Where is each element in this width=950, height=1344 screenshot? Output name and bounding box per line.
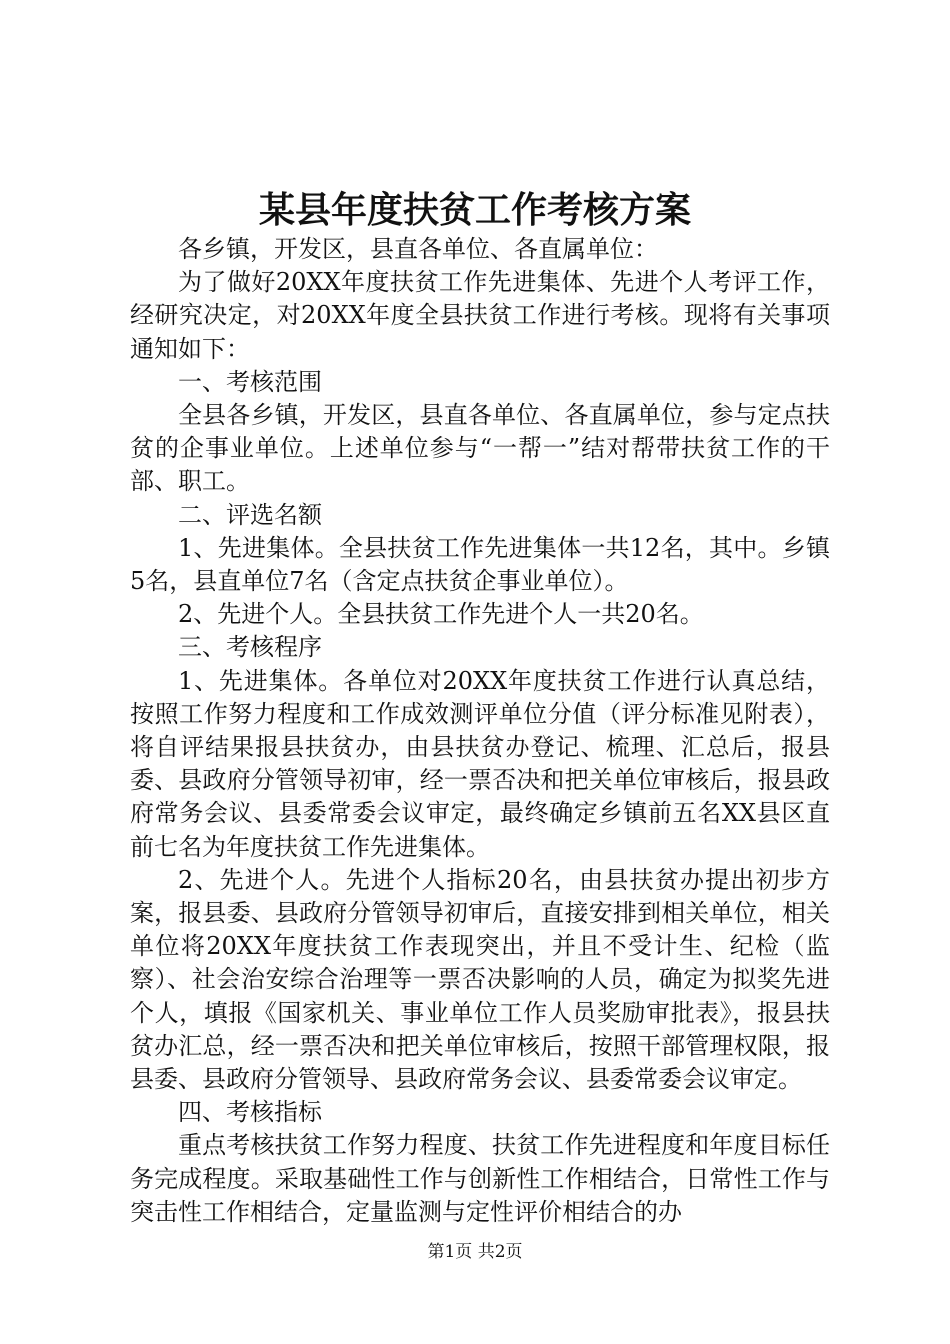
section-heading-indicators: 四、考核指标 [178,1098,322,1127]
page-number-footer: 第1页 共2页 [427,1242,523,1262]
procedure-collective-paragraph: 1、先进集体。各单位对20XX年度扶贫工作进行认真总结，按照工作努力程度和工作成效测评单位分值（评分标准见附表），将自评结果报县扶贫办，由县扶贫办登记、梳理、汇总后，报县委、县政府分管领导初审，经一票否决和把关单位审核后，报县政府常务会议、县委常委会议审定，最终确定乡镇前五名XX县区直前七名为年度扶贫工作先进集体。 [130,666,830,861]
quota-collective-paragraph: 1、先进集体。全县扶贫工作先进集体一共12名，其中。乡镇5名，县直单位7名（含定点扶贫企事业单位）。 [130,533,830,596]
section-heading-quota: 二、评选名额 [178,500,322,529]
document-title: 某县年度扶贫工作考核方案 [258,189,691,231]
quota-individual-paragraph: 2、先进个人。全县扶贫工作先进个人一共20名。 [178,600,704,629]
section-heading-scope: 一、考核范围 [178,367,322,396]
document-body [130,233,830,1229]
scope-paragraph: 全县各乡镇，开发区，县直各单位、各直属单位，参与定点扶贫的企事业单位。上述单位参与“一帮一”结对帮带扶贫工作的干部、职工。 [130,401,830,496]
procedure-individual-paragraph: 2、先进个人。先进个人指标20名，由县扶贫办提出初步方案，报县委、县政府分管领导初审后，直接安排到相关单位，相关单位将20XX年度扶贫工作表现突出，并且不受计生、纪检（监察）、社会治安综合治理等一票否决影响的人员，确定为拟奖先进个人，填报《国家机关、事业单位工作人员奖励审批表》，报县扶贫办汇总，经一票否决和把关单位审核后，按照干部管理权限，报县委、县政府分管领导、县政府常务会议、县委常委会议审定。 [130,865,830,1094]
indicators-paragraph: 重点考核扶贫工作努力程度、扶贫工作先进程度和年度目标任务完成程度。采取基础性工作与创新性工作相结合，日常性工作与突击性工作相结合，定量监测与定性评价相结合的办 [130,1131,830,1226]
section-heading-procedure: 三、考核程序 [178,633,322,662]
intro-paragraph: 为了做好20XX年度扶贫工作先进集体、先进个人考评工作，经研究决定，对20XX年度全县扶贫工作进行考核。现将有关事项通知如下： [130,268,830,363]
salutation-paragraph: 各乡镇，开发区，县直各单位、各直属单位： [178,235,658,263]
